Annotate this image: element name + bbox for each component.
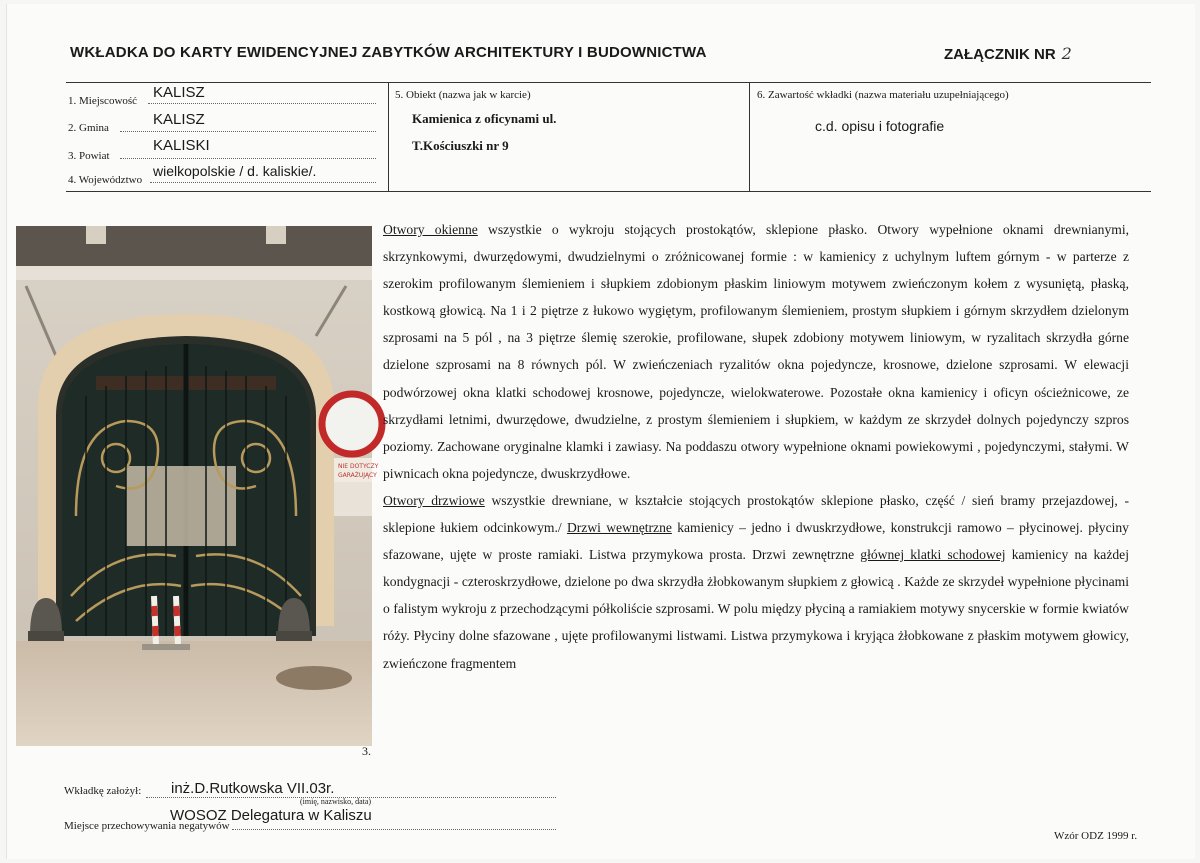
windows-paragraph bbox=[383, 216, 1129, 487]
doors-text-c: kamienicy na każdej kondygnacji - czteroskrzydłowe, dzielone po dwa skrzydła żłobkowanym słupkiem z głowicą . Każde ze skrzydeł wypełnione płycinami o falistym wykroju z przechodzącymi półkoliście szprosami. W polu między płyciną a ramiakiem motywy snycerskie w formie kwiatów róży. Płyciny dolne sfazowane , ujęte profilowanymi listwami. Listwa przymykowa i kryjąca żłobkowane z płaskim motywem głowicy, zwieńczone fragmentem bbox=[383, 547, 1129, 671]
object-name-line2: T.Kościuszki nr 9 bbox=[412, 138, 509, 153]
building-gate-photo bbox=[16, 226, 379, 746]
author-value: inż.D.Rutkowska VII.03r. bbox=[171, 780, 335, 797]
doors-text-a: wszystkie drewniane, w kształcie stojących prostokątów sklepione płasko, część / sień bramy przejazdowej, - sklepione łukiem odcinkowym./ bbox=[383, 492, 1129, 536]
annex-label-text: ZAŁĄCZNIK NR bbox=[944, 46, 1056, 63]
box-bottom-rule bbox=[66, 191, 1151, 192]
wojewodztwo-label: 4. Województwo bbox=[68, 174, 143, 186]
annex-number: 2 bbox=[1061, 44, 1072, 63]
sign-text-2: GARAŻUJĄCY bbox=[338, 472, 377, 479]
doors-heading: Otwory drzwiowe bbox=[383, 492, 485, 508]
photo-number: 3. bbox=[362, 744, 371, 758]
staircase-heading: głównej klatki schodowej bbox=[860, 547, 1006, 563]
storage-dots bbox=[232, 829, 556, 830]
box-top-rule bbox=[66, 82, 1151, 83]
gmina-value: KALISZ bbox=[153, 111, 205, 128]
gmina-dots bbox=[120, 131, 376, 132]
miejscowosc-dots bbox=[148, 103, 376, 104]
gate-illustration bbox=[16, 226, 379, 746]
box-divider-2 bbox=[749, 82, 750, 192]
gmina-label: 2. Gmina bbox=[68, 122, 109, 134]
storage-value: WOSOZ Delegatura w Kaliszu bbox=[170, 807, 372, 824]
miejscowosc-label: 1. Miejscowość bbox=[68, 95, 138, 107]
wojewodztwo-dots bbox=[150, 182, 376, 183]
contents-value: c.d. opisu i fotografie bbox=[815, 118, 945, 134]
wojewodztwo-value: wielkopolskie / d. kaliskie/. bbox=[153, 163, 317, 179]
powiat-value: KALISKI bbox=[153, 137, 210, 154]
form-version: Wzór ODZ 1999 r. bbox=[1054, 830, 1138, 842]
windows-text: wszystkie o wykroju stojących prostokątów, sklepione płasko. Otwory wypełnione oknami drewnianymi, skrzynkowymi, dwurzędowymi, dwudzielnymi o zróżnicowanej formie : w kamienicy z uchylnym luftem górnym - w parterze z szerokim profilowanym ślemieniem i słupkiem zdobionym płaskim liniowym motywem zwieńczonym kołem z wysuniętą, płaską, kostkową głowicą. Na 1 i 2 piętrze z łukowo wygiętym, profilowanym ślemieniem, prostym słupkiem i górnym skrzydłem dzielonym szprosami na 5 pól , na 3 piętrze ślemię szerokie, profilowane, słupek zdobiony motywem liniowym, w ryzalitach skrzydła górne dzielone szprosami na 8 równych pól. W zwieńczeniach ryzalitów okna pojedyncze, krosnowe, dzielone szprosami. W elewacji podwórzowej okna klatki schodowej krosnowe, pojedyncze, wielokwaterowe. Pozostałe okna kamienicy i oficyn ościeżnicowe, ze skrzydłami letnimi, dwurzędowe, dwudzielne, z prostym ślemieniem i słupkiem, w każdym ze skrzydeł dolnych pojedynczy szpros poziomy. Zachowane oryginalne klamki i zawiasy. Na poddaszu otwory wypełnione oknami powiekowymi , pojedynczymi, stałymi. W piwnicach okna pojedyncze, dwuskrzydłowe. bbox=[383, 222, 1130, 481]
author-label: Wkładkę założył: bbox=[64, 785, 142, 797]
object-name-line1: Kamienica z oficynami ul. bbox=[412, 111, 557, 126]
description-text bbox=[383, 216, 1129, 677]
powiat-dots bbox=[120, 158, 376, 159]
powiat-label: 3. Powiat bbox=[68, 150, 110, 162]
author-hint: (imię, nazwisko, data) bbox=[300, 797, 372, 806]
doors-text-b: kamienicy – jedno i dwuskrzydłowe, konstrukcji ramowo – płycinowej. płyciny sfazowane, ujęte w proste ramiaki. Listwa przymykowa prosta. Drzwi zewnętrzne bbox=[383, 520, 1129, 563]
object-label: 5. Obiekt (nazwa jak w karcie) bbox=[395, 89, 531, 101]
annex-label bbox=[944, 44, 1072, 63]
form-title: WKŁADKA DO KARTY EWIDENCYJNEJ ZABYTKÓW ARCHITEKTURY I BUDOWNICTWA bbox=[70, 44, 707, 61]
miejscowosc-value: KALISZ bbox=[153, 84, 205, 101]
doors-paragraph bbox=[383, 487, 1129, 677]
inner-doors-heading: Drzwi wewnętrzne bbox=[566, 520, 672, 536]
box-divider-1 bbox=[388, 82, 389, 192]
contents-label: 6. Zawartość wkładki (nazwa materiału uzupełniającego) bbox=[757, 89, 1009, 101]
storage-label: Miejsce przechowywania negatywów bbox=[64, 820, 230, 832]
windows-heading: Otwory okienne bbox=[383, 222, 478, 237]
sign-text-1: NIE DOTYCZY bbox=[338, 463, 379, 470]
